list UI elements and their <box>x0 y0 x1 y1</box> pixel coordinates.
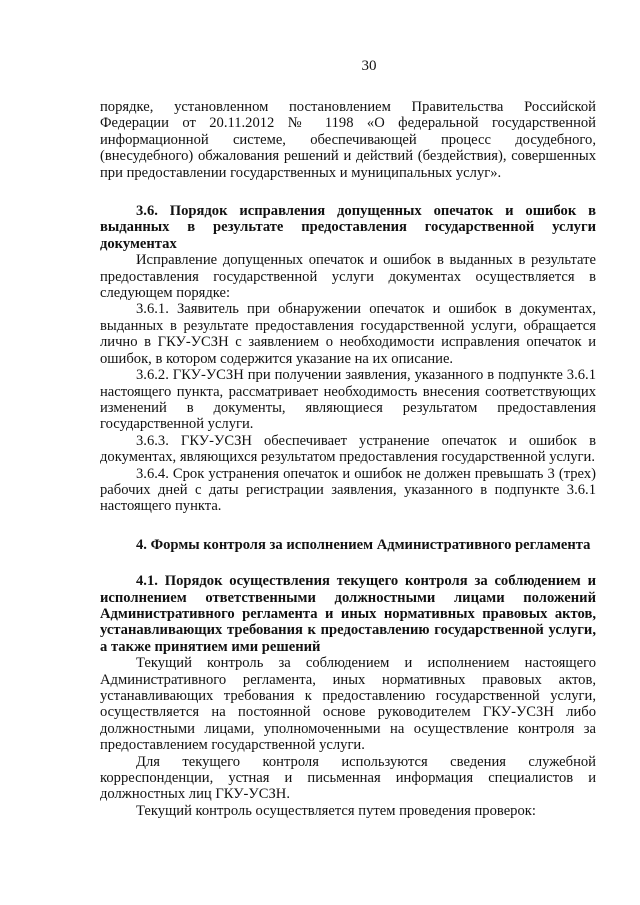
clause-3-6-3: 3.6.3. ГКУ-УСЗН обеспечивает устранение опечаток и ошибок в документах, являющихся результатом предоставления государственной услуги. <box>100 432 596 466</box>
chapter-4-title: 4. Формы контроля за исполнением Административного регламента <box>136 536 591 553</box>
page-number: 30 <box>361 58 377 74</box>
section-3-6-paragraph: Исправление допущенных опечаток и ошибок в выданных в результате предоставления государственной услуги документах осуществляется в следующем порядке: <box>100 252 596 302</box>
section-4-1-paragraph-2: Для текущего контроля используются сведения служебной корреспонденции, устная и письменная информация специалистов и должностных лиц ГКУ-УСЗН. <box>100 753 596 803</box>
section-4-1-title: 4.1. Порядок осуществления текущего контроля за соблюдением и исполнением ответственными должностными лицами положений Административного регламента и иных нормативных правовых актов, устанавливающих требования к предоставлению государственной услуги, а также принятием ими решений <box>100 573 596 655</box>
section-3-6-title: 3.6. Порядок исправления допущенных опечаток и ошибок в выданных в результате предоставления государственной услуги документах <box>100 203 596 252</box>
clause-3-6-2: 3.6.2. ГКУ-УСЗН при получении заявления, указанного в подпункте 3.6.1 настоящего пункта, рассматривает необходимость внесения соответствующих изменений в документы, являющиеся результатом предоставления государственной услуги. <box>100 367 596 433</box>
clause-3-6-1: 3.6.1. Заявитель при обнаружении опечаток и ошибок в документах, выданных в результате предоставления государственной услуги, обращается лично в ГКУ-УСЗН с заявлением о необходимости исправления опечаток и ошибок, в котором содержится указание на их описание. <box>100 301 596 367</box>
clause-3-6-4: 3.6.4. Срок устранения опечаток и ошибок не должен превышать 3 (трех) рабочих дней с даты регистрации заявления, указанного в подпункте 3.6.1 настоящего пункта. <box>100 465 596 515</box>
intro-paragraph: порядке, установленном постановлением Правительства Российской Федерации от 20.11.2012 № 1198 «О федеральной государственной информационной системе, обеспечивающей процесс досудебного, (внесудебного) обжалования решений и действий (бездействия), совершенных при предоставлении государственных и муниципальных услуг». <box>100 99 596 181</box>
section-4-1-paragraph-1: Текущий контроль за соблюдением и исполнением настоящего Административного регламента, иных нормативных правовых актов, устанавливающих требования к предоставлению государственной услуги, осуществляется на постоянной основе руководителем ГКУ-УСЗН либо должностными лицами, уполномоченными на осуществление контроля за предоставлением государственной услуги. <box>100 655 596 754</box>
section-4-1-paragraph-3: Текущий контроль осуществляется путем проведения проверок: <box>136 802 536 819</box>
